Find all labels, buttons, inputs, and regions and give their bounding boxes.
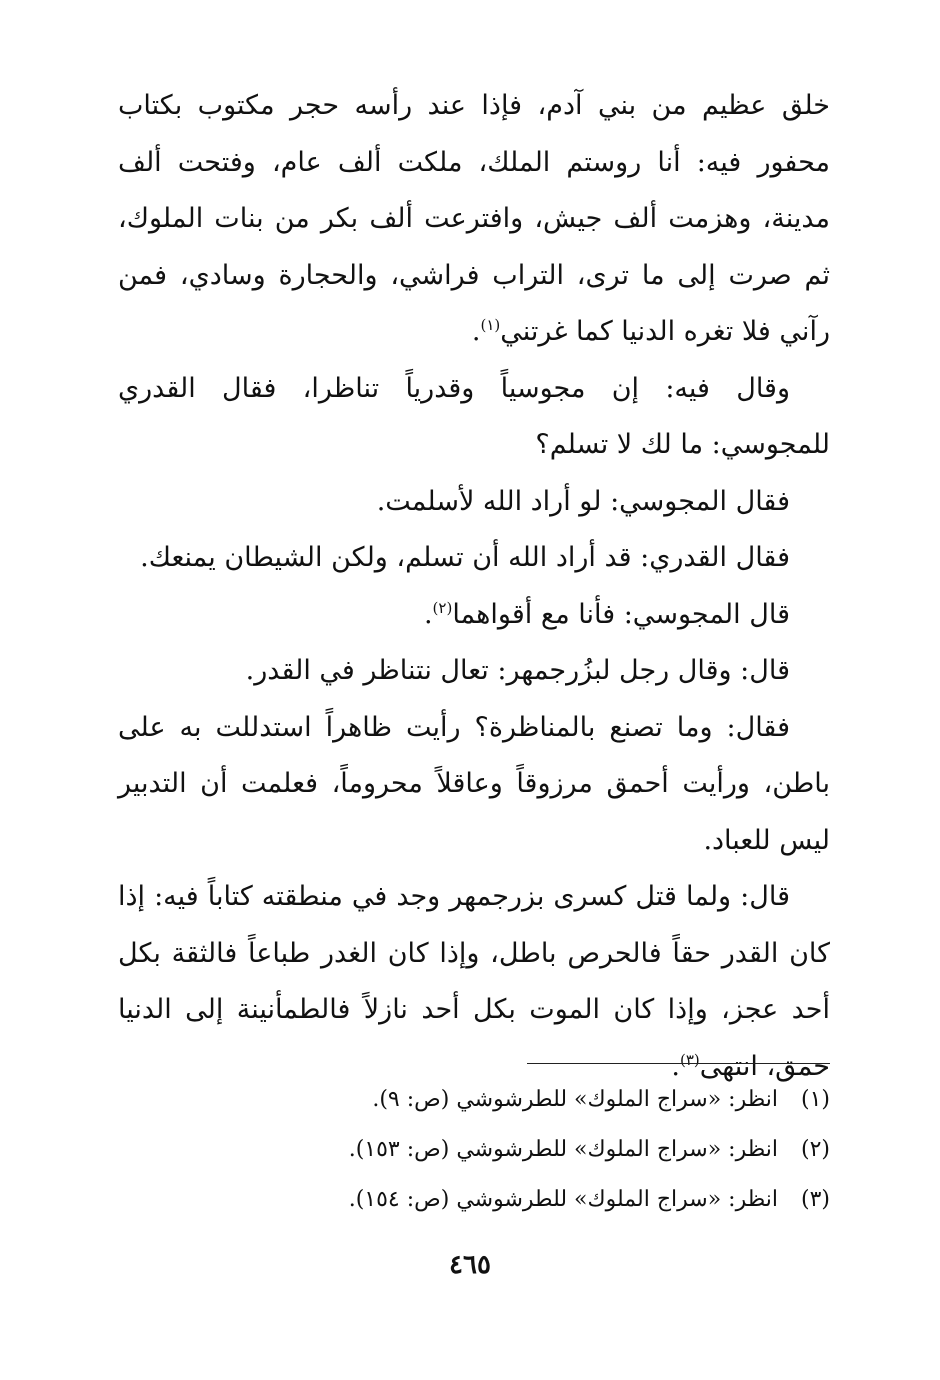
footnote-number: (٢) xyxy=(800,1137,830,1162)
main-text xyxy=(118,78,830,1095)
paragraph-qadari-reply: فقال القدري: قد أراد الله أن تسلم، ولكن الشيطان يمنعك. xyxy=(140,542,790,573)
paragraph-magian-reply: فقال المجوسي: لو أراد الله لأسلمت. xyxy=(376,485,790,517)
paragraph-magian-final xyxy=(118,587,830,644)
paragraph-end: . xyxy=(671,1050,680,1082)
page-number: ٤٦٥ xyxy=(449,1250,491,1280)
footnote-item xyxy=(118,1175,830,1225)
paragraph-buzurjmihr-challenge: قال: وقال رجل لبزُرجمهر: تعال نتناظر في القدر. xyxy=(245,655,790,686)
paragraph-text: قال المجوسي: فأنا مع أقواهما xyxy=(452,598,790,630)
footnote-number: (٣) xyxy=(800,1187,830,1212)
footnote-divider xyxy=(527,1063,830,1064)
footnote-item xyxy=(118,1075,830,1125)
paragraph-kisra-letter xyxy=(118,869,830,1095)
footnotes xyxy=(118,1075,830,1225)
paragraph-text: خلق عظيم من بني آدم، فإذا عند رأسه حجر مكتوب بكتاب محفور فيه: أنا روستم الملك، ملكت ألف عام، وفتحت ألف مدينة، وهزمت ألف جيش، وافترعت ألف بكر من بنات الملوك، ثم صرت إلى ما ترى، التراب فراشي، والحجارة وسادي، فمن رآني فلا تغره الدنيا كما غرتني xyxy=(118,90,830,347)
footnote-text: انظر: «سراج الملوك» للطرشوشي (ص: ٩). xyxy=(372,1087,778,1112)
footnote-reference[interactable]: (٢) xyxy=(432,598,453,617)
paragraph-end: . xyxy=(471,316,481,347)
footnote-reference[interactable]: (٣) xyxy=(679,1050,700,1069)
paragraph-rustam-inscription xyxy=(118,78,830,361)
footnote-number: (١) xyxy=(800,1087,830,1112)
footnote-text: انظر: «سراج الملوك» للطرشوشي (ص: ١٥٣). xyxy=(348,1137,778,1162)
footnote-text: انظر: «سراج الملوك» للطرشوشي (ص: ١٥٤). xyxy=(348,1187,778,1212)
paragraph-end: . xyxy=(423,598,433,630)
footnote-reference[interactable]: (١) xyxy=(480,316,501,334)
footnote-item xyxy=(118,1125,830,1175)
paragraph-magian-qadari: وقال فيه: إن مجوسياً وقدرياً تناظرا، فقال القدري للمجوسي: ما لك لا تسلم؟ xyxy=(118,372,830,460)
paragraph-text: قال: ولما قتل كسرى بزرجمهر وجد في منطقته كتاباً فيه: إذا كان القدر حقاً فالحرص باطل، وإذا كان الغدر طباعاً فالثقة بكل أحد عجز، وإذا كان الموت بكل أحد نازلاً فالطمأنينة إلى الدنيا حمق، انتهى xyxy=(118,881,830,1082)
paragraph-buzurjmihr-answer: فقال: وما تصنع بالمناظرة؟ رأيت ظاهراً استدللت به على باطن، ورأيت أحمق مرزوقاً وعاقلاً محروماً، فعلمت أن التدبير ليس للعباد. xyxy=(118,711,830,856)
